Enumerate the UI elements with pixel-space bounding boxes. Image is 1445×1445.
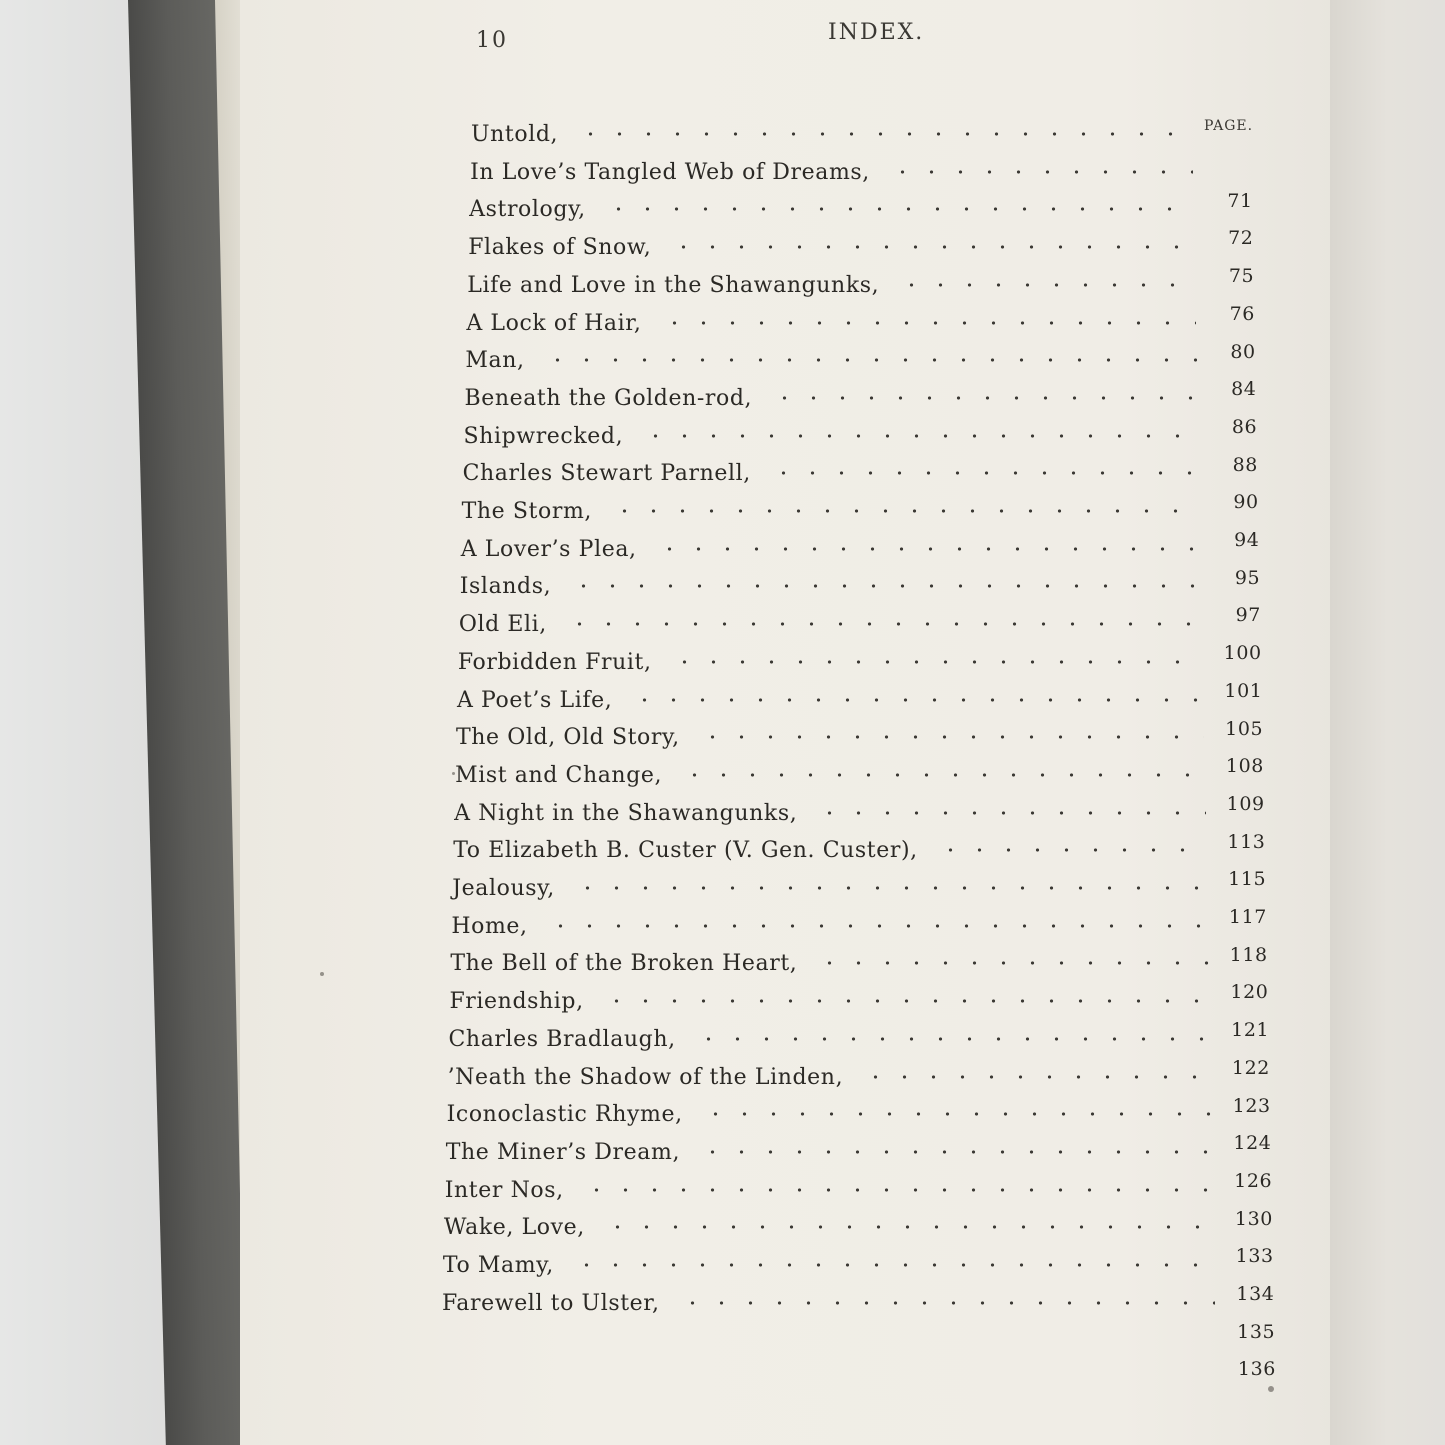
toc-entry-title: Shipwrecked, xyxy=(463,423,624,449)
dot-leader xyxy=(698,733,1204,741)
toc-entry-page: 122 xyxy=(1231,1056,1270,1079)
toc-entry-title: ’Neath the Shadow of the Linden, xyxy=(447,1064,844,1090)
dot-leader xyxy=(641,432,1198,440)
page-number: 10 xyxy=(476,28,508,53)
toc-entry-page: 123 xyxy=(1232,1094,1271,1117)
toc-entry-title: Untold, xyxy=(471,122,559,147)
toc-entry-title: To Mamy, xyxy=(442,1253,554,1278)
toc-entry xyxy=(441,1290,1276,1343)
toc-entry-page: 120 xyxy=(1230,981,1269,1004)
toc-entry-title: The Old, Old Story, xyxy=(456,725,680,751)
toc-entry-title: A Lock of Hair, xyxy=(466,310,642,336)
page-column-label: PAGE. xyxy=(1204,118,1254,134)
toc-entry-page: 108 xyxy=(1225,755,1264,778)
dot-leader xyxy=(897,281,1195,289)
dot-leader xyxy=(698,1148,1212,1156)
dot-leader xyxy=(630,696,1203,704)
toc-entry-title: Old Eli, xyxy=(458,612,547,638)
toc-entry-page: 100 xyxy=(1223,642,1262,665)
toc-entry-title: Charles Bradlaugh, xyxy=(448,1026,676,1052)
toc-entry-title: Astrology, xyxy=(469,197,586,223)
dot-leader xyxy=(572,1261,1215,1269)
toc-entry xyxy=(441,1328,1276,1381)
toc-entry-page: 113 xyxy=(1227,830,1266,853)
toc-entry-page: 136 xyxy=(1237,1358,1276,1381)
toc-entry-title: Inter Nos, xyxy=(444,1177,564,1203)
toc-entry-title: Man, xyxy=(465,348,525,374)
toc-entry-title: Mist and Change, xyxy=(455,762,663,788)
toc-entry-page: 126 xyxy=(1234,1169,1273,1192)
dot-leader xyxy=(603,1223,1214,1231)
dot-leader xyxy=(888,168,1193,176)
dot-leader xyxy=(669,243,1194,251)
toc-entry-title: Islands, xyxy=(459,574,552,600)
dot-leader xyxy=(861,1073,1211,1081)
dot-leader xyxy=(815,809,1205,817)
toc-entry-title: A Lover’s Plea, xyxy=(460,536,637,562)
dot-leader xyxy=(660,319,1196,327)
toc-entry-page: 84 xyxy=(1231,378,1257,401)
toc-entry-title: Iconoclastic Rhyme, xyxy=(446,1102,683,1128)
dot-leader xyxy=(543,356,1197,364)
dot-leader xyxy=(770,394,1197,402)
dot-leader xyxy=(604,205,1194,213)
toc-entry-page: 94 xyxy=(1234,529,1260,551)
dot-leader xyxy=(582,1186,1213,1194)
toc-entry-title: Wake, Love, xyxy=(443,1215,585,1241)
dot-leader xyxy=(610,507,1199,515)
toc-entry-page: 118 xyxy=(1229,943,1268,966)
toc-entry-page: 95 xyxy=(1234,566,1261,589)
toc-entry-title: Flakes of Snow, xyxy=(468,235,652,261)
toc-entry-page: 121 xyxy=(1231,1019,1270,1042)
toc-entry-title: Charles Stewart Parnell, xyxy=(462,461,751,487)
dot-leader xyxy=(546,922,1208,930)
toc-entry-title: Jealousy, xyxy=(452,876,555,901)
dot-leader xyxy=(815,959,1208,967)
toc-entry-title: Forbidden Fruit, xyxy=(457,649,652,675)
toc-entry-page: 75 xyxy=(1228,265,1255,288)
toc-entry-page: 115 xyxy=(1228,868,1267,891)
toc-entry-title: The Bell of the Broken Heart, xyxy=(450,951,798,977)
dot-leader xyxy=(694,1035,1210,1043)
toc-entry-page: 80 xyxy=(1230,340,1256,363)
dot-leader xyxy=(565,620,1202,628)
running-title: INDEX. xyxy=(828,20,925,45)
toc-entry-page: 117 xyxy=(1228,906,1267,928)
toc-entry-page: 101 xyxy=(1224,679,1263,702)
dot-leader xyxy=(602,997,1210,1005)
dot-leader xyxy=(678,1299,1216,1307)
paper-speck xyxy=(1268,1386,1274,1392)
toc-entry-title: The Miner’s Dream, xyxy=(445,1139,681,1165)
dot-leader xyxy=(701,1110,1212,1118)
dot-leader xyxy=(670,658,1203,666)
toc-entry-title: A Night in the Shawangunks, xyxy=(454,800,798,826)
toc-entry-page: 72 xyxy=(1228,227,1254,250)
toc-entry-title: Life and Love in the Shawangunks, xyxy=(467,272,880,298)
toc-entry-title: Home, xyxy=(451,913,528,939)
toc-entry-title: In Love’s Tangled Web of Dreams, xyxy=(470,159,870,185)
paper-speck xyxy=(452,772,455,775)
toc-entry-page: 105 xyxy=(1225,717,1264,740)
toc-entry-title: Farewell to Ulster, xyxy=(441,1290,660,1316)
toc-entry-page: 130 xyxy=(1234,1207,1273,1230)
toc-entry-page: 109 xyxy=(1226,792,1265,815)
toc-entry-page: 86 xyxy=(1231,415,1258,438)
toc-entry-title: Beneath the Golden-rod, xyxy=(464,385,753,411)
toc-entry-title: The Storm, xyxy=(461,499,593,524)
dot-leader xyxy=(680,771,1205,779)
toc-entry-page: 90 xyxy=(1233,491,1259,514)
toc-entry-title: To Elizabeth B. Custer (V. Gen. Custer), xyxy=(453,838,918,864)
dot-leader xyxy=(769,469,1199,477)
dot-leader xyxy=(936,846,1206,854)
toc-entry xyxy=(471,122,1252,152)
toc-entry-page: 124 xyxy=(1233,1132,1272,1155)
toc-entry-page: 97 xyxy=(1235,604,1261,627)
dot-leader xyxy=(573,884,1207,892)
toc-entry-title: A Poet’s Life, xyxy=(456,687,613,713)
toc-entry-page: 88 xyxy=(1232,453,1258,476)
toc-entry-page: 133 xyxy=(1235,1245,1274,1268)
toc-entry-page: 135 xyxy=(1237,1320,1276,1343)
paper-speck xyxy=(320,972,324,976)
dot-leader xyxy=(569,582,1201,590)
toc-entry-page: 76 xyxy=(1229,302,1255,325)
toc-entry-title: Friendship, xyxy=(449,989,584,1015)
toc-entry-page: 71 xyxy=(1227,189,1253,212)
toc-entry-page: 134 xyxy=(1236,1283,1275,1305)
dot-leader xyxy=(655,545,1201,553)
dot-leader xyxy=(576,130,1192,138)
